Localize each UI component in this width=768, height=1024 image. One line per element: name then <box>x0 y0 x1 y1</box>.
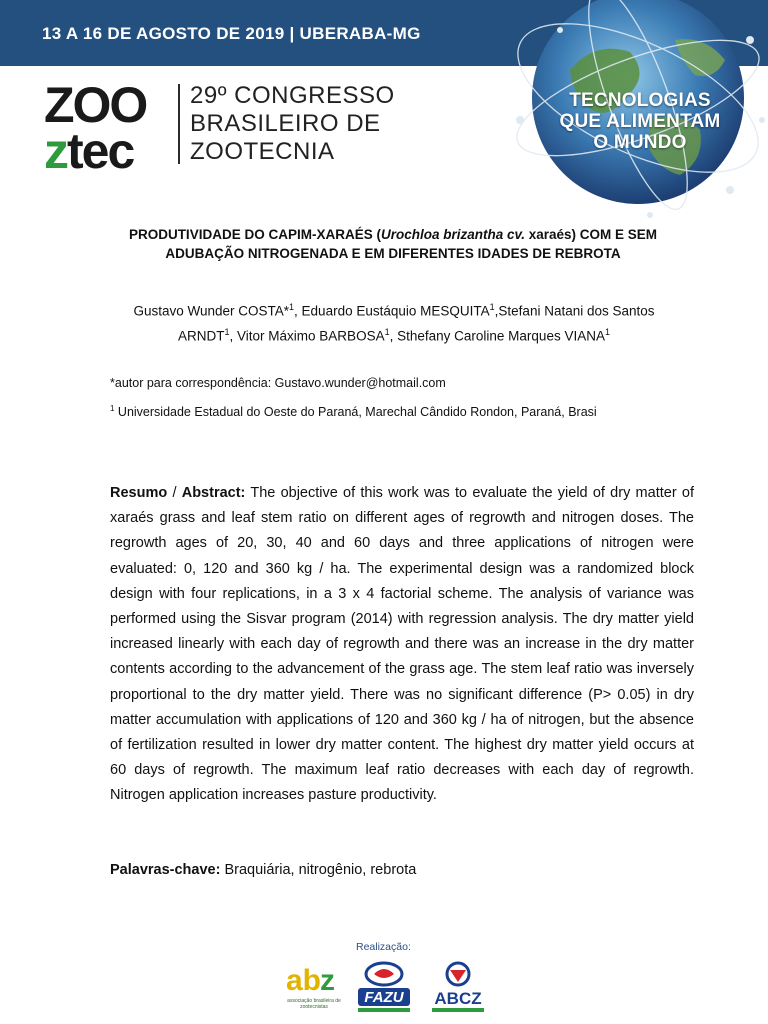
svg-text:ab: ab <box>286 964 322 997</box>
author-name: Eduardo Eustáquio MESQUITA <box>301 303 490 319</box>
affiliation-text: Universidade Estadual do Oeste do Paraná, Marechal Cândido Rondon, Paraná, Brasi <box>114 405 597 420</box>
author-separator: , <box>494 303 499 319</box>
abcz-wordmark: ABCZ <box>434 989 482 1008</box>
title-part-1: PRODUTIVIDADE DO CAPIM-XARAÉS ( <box>128 227 381 242</box>
logo-text-zoo: ZOO <box>44 77 147 133</box>
author-name: Stefani Natani dos Santos ARNDT <box>178 303 655 343</box>
author-name: Vitor Máximo BARBOSA <box>237 328 385 343</box>
congress-name <box>190 82 395 166</box>
author-affiliation-mark: 1 <box>384 326 390 337</box>
abstract-label-abstract: Abstract: <box>181 485 246 501</box>
zootec-logo <box>44 77 184 179</box>
slogan-line-1: TECNOLOGIAS <box>569 90 711 111</box>
abstract-text: The objective of this work was to evaluate the yield of dry matter of xaraés grass and leaf stem ratio on different ages of regrowth and nitrogen doses. The regrowth ages of 20, 30, 40 and 60 days and three applications of nitrogen were evaluated: 0, 120 and 360 kg / ha. The experimental design was a randomized block design with four replications, in a 3 x 4 factorial scheme. The analysis of variance was performed using the Sisvar program (2014) with regression analysis. The dry matter yield increased linearly with each day of regrowth and there was an increase in the dry matter contents according to the advancement of the grass age. The stem leaf ratio was inversely proportional to the dry matter yield. There was no significant difference (P> 0.05) in dry matter accumulation with applications of 120 and 360 kg / ha of nitrogen, but the absence of fertilization resulted in lower dry matter content. The highest dry matter yield occurs at 60 days of regrowth. The maximum leaf ratio decreases with each day of regrowth. Nitrogen application increases pasture productivity. <box>110 485 694 804</box>
abstract-label-separator: / <box>167 485 182 501</box>
slogan <box>540 90 740 153</box>
affiliation-mark: 1 <box>110 404 115 413</box>
author-separator: , <box>229 328 238 343</box>
author-affiliation-mark: 1 <box>289 302 295 312</box>
logo-text-tec-line <box>44 123 134 179</box>
congress-line-2: BRASILEIRO DE <box>190 110 381 137</box>
author-separator: , <box>294 303 302 319</box>
author-affiliation-mark: 1 <box>224 326 230 337</box>
realizacao-label: Realização: <box>356 941 411 953</box>
abcz-logo-icon <box>428 960 488 1014</box>
svg-text:z: z <box>320 964 335 997</box>
fazu-logo <box>356 960 412 1015</box>
author-name: Sthefany Caroline Marques VIANA <box>397 328 605 343</box>
keywords-label: Palavras-chave: <box>110 862 221 878</box>
congress-line-1: 29º CONGRESSO <box>190 82 395 109</box>
title-species: Urochloa brizantha cv. <box>380 227 525 242</box>
correspondence-note: *autor para correspondência: Gustavo.wunder@hotmail.com <box>110 376 446 390</box>
logo-z-mark: z <box>44 123 67 179</box>
abz-logo <box>284 960 344 1015</box>
event-date-location: 13 A 16 DE AGOSTO DE 2019 | UBERABA-MG <box>42 24 421 43</box>
abcz-logo <box>428 960 488 1015</box>
slogan-line-3: O MUNDO <box>593 132 687 153</box>
author-separator: , <box>389 328 398 343</box>
logo-divider <box>178 84 180 164</box>
paper-title <box>100 225 686 263</box>
fazu-logo-icon <box>356 960 412 1014</box>
abz-caption: associação brasileira de zootecnistas <box>287 998 341 1010</box>
author-affiliation-mark: 1 <box>489 302 495 312</box>
author-list <box>110 297 678 346</box>
abz-logo-icon <box>284 960 344 1000</box>
abstract <box>110 481 694 809</box>
affiliation-note <box>110 400 597 421</box>
title-part-2: xaraés) COM E SEM ADUBAÇÃO NITROGENADA E EM DIFERENTES IDADES DE REBROTA <box>165 227 658 261</box>
author-name: Gustavo Wunder COSTA* <box>133 303 290 319</box>
fazu-wordmark: FAZU <box>364 989 404 1006</box>
slogan-line-2: QUE ALIMENTAM <box>559 111 721 132</box>
abstract-label-resumo: Resumo <box>110 485 168 501</box>
keywords <box>110 859 416 881</box>
author-affiliation-mark: 1 <box>604 326 610 337</box>
logo-text-tec: tec <box>67 123 134 179</box>
keywords-text: Braquiária, nitrogênio, rebrota <box>220 862 417 878</box>
congress-line-3: ZOOTECNIA <box>190 138 335 165</box>
